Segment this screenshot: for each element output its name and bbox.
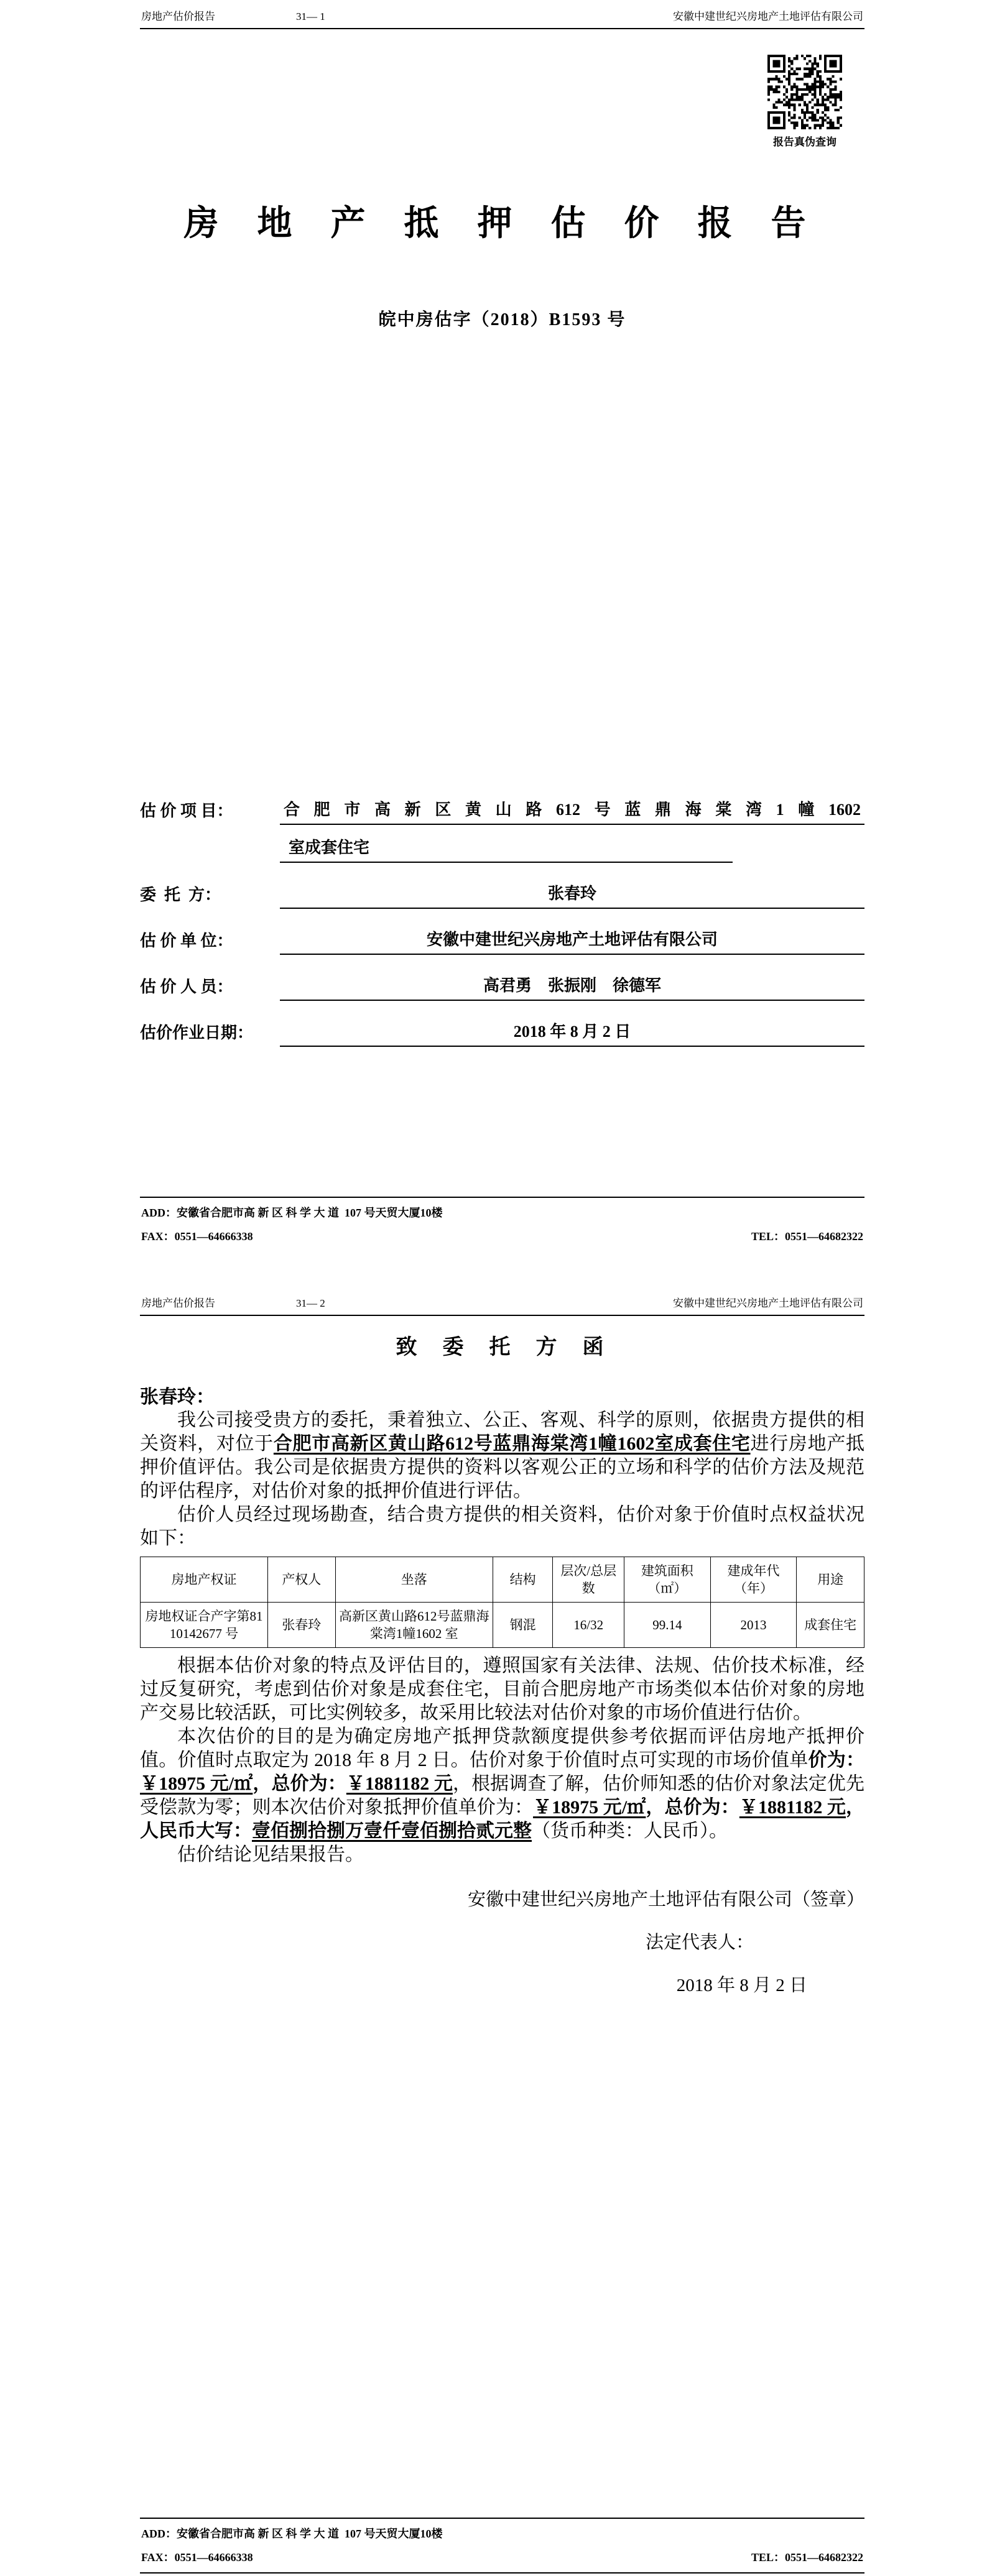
field-date-value: 2018 年 8 月 2 日 xyxy=(280,1019,864,1047)
field-appraisers-label: 估 价 人 员： xyxy=(140,978,233,996)
field-appraisers-value: 高君勇 张振刚 徐德军 xyxy=(280,973,864,1001)
cell-floor: 16/32 xyxy=(553,1603,624,1648)
field-client-label: 委 托 方： xyxy=(140,886,221,904)
page-number: 31— 2 xyxy=(296,1297,325,1309)
cell-area: 99.14 xyxy=(624,1603,710,1648)
letter-title: 致 委 托 方 函 xyxy=(396,1336,609,1359)
cell-certificate: 房地权证合产字第8110142677 号 xyxy=(141,1603,268,1648)
footer-fax: FAX：0551—64666338 xyxy=(141,2551,253,2564)
field-client-value: 张春玲 xyxy=(280,881,864,909)
table-header-row xyxy=(141,1557,864,1603)
page-header xyxy=(140,0,864,29)
signature-date: 2018 年 8 月 2 日 xyxy=(676,1976,807,1995)
paragraph-method: 根据本估价对象的特点及评估目的，遵照国家有关法律、法规、估价技术标准，经过反复研究，考虑到估价对象是成套住宅，目前合肥房地产市场类似本估价对象的房地产交易比较活跃，可比实例较多，故采用比较法对估价对象的市场价值进行估价。 xyxy=(140,1655,864,1723)
cell-location: 高新区黄山路612号蓝鼎海棠湾1幢1602 室 xyxy=(335,1603,493,1648)
field-date xyxy=(140,1019,864,1047)
field-date-label: 估价作业日期： xyxy=(140,1024,254,1042)
cell-owner: 张春玲 xyxy=(268,1603,336,1648)
col-owner: 产权人 xyxy=(268,1557,336,1603)
header-company-name: 安徽中建世纪兴房地产土地评估有限公司 xyxy=(673,1297,863,1309)
field-label-spacer xyxy=(140,859,280,863)
field-agency-value: 安徽中建世纪兴房地产土地评估有限公司 xyxy=(280,927,864,955)
qr-caption: 报告真伪查询 xyxy=(773,136,836,148)
signature-legal-rep: 法定代表人： xyxy=(645,1933,754,1953)
cell-use: 成套住宅 xyxy=(797,1603,864,1648)
col-use: 用途 xyxy=(797,1557,864,1603)
field-project xyxy=(140,797,864,825)
qr-code-icon xyxy=(767,55,842,129)
signature-company: 安徽中建世纪兴房地产土地评估有限公司（签章） xyxy=(467,1890,864,1910)
col-area: 建筑面积（㎡） xyxy=(624,1557,710,1603)
paragraph-valuation: 本次估价的目的是为确定房地产抵押贷款额度提供参考依据而评估房地产抵押价值。价值时点取定为 2018 年 8 月 2 日。估价对象于价值时点可实现的市场价值单价为：￥18975 元/㎡，总价为：￥1881182 元，根据调查了解，估价师知悉的估价对象法定优先受偿款为零；则本次估价对象抵押价值单价为：￥18975 元/㎡，总价为：￥1881182 元，人民币大写：壹佰捌拾捌万壹仟壹佰捌拾贰元整（货币种类：人民币）。 xyxy=(140,1726,865,1841)
header-doc-name: 房地产估价报告 xyxy=(141,1297,215,1309)
field-agency xyxy=(140,927,864,955)
field-client xyxy=(140,881,864,909)
col-structure: 结构 xyxy=(493,1557,552,1603)
page-footer xyxy=(140,2518,864,2574)
field-appraisers xyxy=(140,973,864,1001)
footer-address: ADD：安徽省合肥市高 新 区 科 学 大 道 107 号天贸大厦10楼 xyxy=(141,1207,443,1219)
col-certificate: 房地产权证 xyxy=(141,1557,268,1603)
field-project-line2 xyxy=(140,835,864,863)
field-project-label: 估 价 项 目： xyxy=(140,802,233,820)
footer-address: ADD：安徽省合肥市高 新 区 科 学 大 道 107 号天贸大厦10楼 xyxy=(141,2528,443,2540)
paragraph-closing: 估价结论见结果报告。 xyxy=(177,1844,364,1865)
report-title: 房 地 产 抵 押 估 价 报 告 xyxy=(183,205,821,243)
footer-fax: FAX：0551—64666338 xyxy=(141,1230,253,1243)
col-floor: 层次/总层数 xyxy=(553,1557,624,1603)
paragraph-engagement: 我公司接受贵方的委托，秉着独立、公正、客观、科学的原则，依据贵方提供的相关资料，对位于合肥市高新区黄山路612号蓝鼎海棠湾1幢1602室成套住宅进行房地产抵押价值评估。我公司是依据贵方提供的资料以客观公正的立场和科学的估价方法及规范的评估程序，对估价对象的抵押价值进行评估。 xyxy=(140,1410,865,1501)
field-project-value2: 室成套住宅 xyxy=(280,835,733,863)
page-number: 31— 1 xyxy=(296,11,325,22)
field-project-value: 合肥市高新区黄山路612号蓝鼎海棠湾1幢1602 xyxy=(280,797,864,825)
table-row xyxy=(141,1603,864,1648)
col-year: 建成年代（年） xyxy=(710,1557,797,1603)
cell-structure: 钢混 xyxy=(493,1603,552,1648)
letter-page xyxy=(0,1287,987,2576)
salutation: 张春玲： xyxy=(140,1387,215,1407)
header-company-name: 安徽中建世纪兴房地产土地评估有限公司 xyxy=(673,11,863,22)
paragraph-inspection: 估价人员经过现场勘查，结合贵方提供的相关资料，估价对象于价值时点权益状况如下： xyxy=(140,1504,864,1548)
report-cover-page xyxy=(0,0,987,1287)
cell-year: 2013 xyxy=(710,1603,797,1648)
footer-tel: TEL：0551—64682322 xyxy=(751,2551,863,2564)
col-location: 坐落 xyxy=(335,1557,493,1603)
footer-tel: TEL：0551—64682322 xyxy=(751,1230,863,1243)
field-agency-label: 估 价 单 位： xyxy=(140,932,233,950)
property-rights-table xyxy=(140,1557,864,1648)
page-header xyxy=(140,1287,864,1316)
page-footer xyxy=(140,1197,864,1249)
qr-block xyxy=(767,55,843,149)
header-doc-name: 房地产估价报告 xyxy=(141,11,215,22)
letter-body xyxy=(140,1330,864,1997)
cover-fields xyxy=(140,797,864,1065)
report-number: 皖中房估字（2018）B1593 号 xyxy=(378,310,626,329)
